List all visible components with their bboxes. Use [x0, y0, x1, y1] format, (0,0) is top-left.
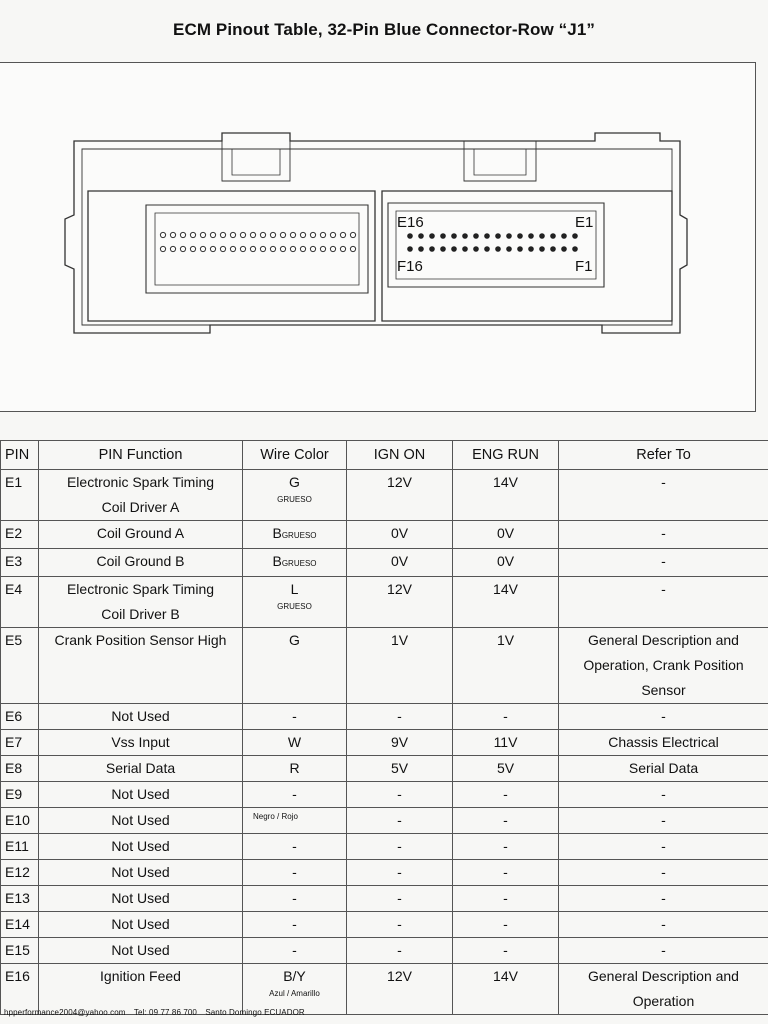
pin-hole	[200, 246, 205, 251]
header-eng-run: ENG RUN	[453, 441, 559, 470]
refer-to-cell	[559, 964, 768, 1015]
ign-on-cell: -	[347, 938, 453, 964]
wire-color-cell	[243, 628, 347, 704]
connector-diagram	[0, 62, 756, 412]
function-cell	[39, 860, 243, 886]
function-cell	[39, 730, 243, 756]
pin-hole	[320, 232, 325, 237]
table-row	[1, 834, 768, 860]
pin-cell: E13	[1, 886, 39, 912]
refer-line: -	[661, 864, 666, 880]
refer-line: -	[661, 786, 666, 802]
refer-to-cell	[559, 886, 768, 912]
refer-to-cell	[559, 912, 768, 938]
pin-terminal	[506, 233, 512, 239]
table-row	[1, 860, 768, 886]
right-connector-block	[382, 191, 672, 321]
eng-run-cell: 11V	[453, 730, 559, 756]
refer-to-cell	[559, 808, 768, 834]
pin-terminal	[572, 246, 578, 252]
wire-color-cell	[243, 470, 347, 521]
eng-run-cell: -	[453, 886, 559, 912]
wire-color: -	[292, 890, 297, 906]
pin-hole	[170, 232, 175, 237]
pin-hole	[300, 232, 305, 237]
header-function: PIN Function	[39, 441, 243, 470]
pin-hole	[230, 232, 235, 237]
footer-contact	[4, 1008, 305, 1017]
function-line: Electronic Spark Timing	[66, 474, 215, 490]
wire-color: B	[272, 553, 282, 569]
function-cell	[39, 549, 243, 577]
function-line: Not Used	[111, 916, 170, 932]
label-f1: F1	[575, 258, 593, 275]
pin-hole	[210, 246, 215, 251]
refer-to-cell	[559, 834, 768, 860]
wire-color-cell	[243, 834, 347, 860]
table-row	[1, 886, 768, 912]
function-line: Coil Ground A	[96, 525, 185, 541]
wire-note: GRUESO	[281, 559, 317, 568]
wire-color-cell	[243, 860, 347, 886]
refer-line: -	[661, 916, 666, 932]
refer-to-cell	[559, 782, 768, 808]
ign-on-cell: -	[347, 834, 453, 860]
pin-terminal	[517, 233, 523, 239]
pin-hole	[340, 232, 345, 237]
refer-line: -	[661, 525, 666, 541]
pin-hole	[250, 232, 255, 237]
eng-run-cell: -	[453, 782, 559, 808]
eng-run-cell: 1V	[453, 628, 559, 704]
wire-color-cell	[243, 808, 347, 834]
pin-hole	[230, 246, 235, 251]
pin-hole	[310, 232, 315, 237]
pin-hole	[280, 232, 285, 237]
footer-location: Santo Domingo ECUADOR	[205, 1008, 305, 1017]
pin-hole	[340, 246, 345, 251]
pin-terminal	[418, 246, 424, 252]
refer-line: -	[661, 474, 666, 490]
pin-hole	[310, 246, 315, 251]
pin-terminal	[528, 246, 534, 252]
pin-terminal	[484, 246, 490, 252]
pin-terminal	[572, 233, 578, 239]
table-row	[1, 549, 768, 577]
refer-line: -	[661, 708, 666, 724]
pin-cell: E3	[1, 549, 39, 577]
table-row	[1, 628, 768, 704]
table-header-row	[1, 441, 768, 470]
wire-color-cell	[243, 549, 347, 577]
pin-terminal	[550, 233, 556, 239]
wire-color: -	[292, 786, 297, 802]
wire-color-cell	[243, 964, 347, 1015]
header-wire-color: Wire Color	[243, 441, 347, 470]
eng-run-cell: -	[453, 938, 559, 964]
footer-email: hpperformance2004@yahoo.com	[4, 1008, 126, 1017]
function-line: Crank Position Sensor High	[54, 632, 227, 648]
function-line: Coil Ground B	[96, 553, 185, 569]
refer-to-cell	[559, 628, 768, 704]
eng-run-cell: -	[453, 834, 559, 860]
ign-on-cell: 5V	[347, 756, 453, 782]
table-row	[1, 704, 768, 730]
refer-line: Sensor	[641, 682, 686, 698]
pin-terminal	[451, 233, 457, 239]
table-row	[1, 521, 768, 549]
pin-cell: E11	[1, 834, 39, 860]
wire-note: GRUESO	[281, 531, 317, 540]
wire-color: -	[292, 864, 297, 880]
refer-line: Chassis Electrical	[608, 734, 719, 750]
pin-terminal	[561, 246, 567, 252]
ign-on-cell: 0V	[347, 549, 453, 577]
pin-hole	[270, 246, 275, 251]
pin-terminal	[429, 246, 435, 252]
ign-on-cell: -	[347, 782, 453, 808]
function-cell	[39, 470, 243, 521]
function-line: Not Used	[111, 786, 170, 802]
ign-on-cell: 12V	[347, 964, 453, 1015]
refer-to-cell	[559, 860, 768, 886]
eng-run-cell: 14V	[453, 964, 559, 1015]
pin-hole	[260, 246, 265, 251]
pin-cell: E9	[1, 782, 39, 808]
label-f16: F16	[397, 258, 423, 275]
pin-hole	[260, 232, 265, 237]
refer-line: -	[661, 838, 666, 854]
refer-to-cell	[559, 549, 768, 577]
pin-hole	[350, 246, 355, 251]
wire-color: -	[292, 838, 297, 854]
eng-run-cell: 14V	[453, 577, 559, 628]
wire-color: B	[272, 525, 282, 541]
pin-terminal	[429, 233, 435, 239]
function-cell	[39, 912, 243, 938]
ign-on-cell: 0V	[347, 521, 453, 549]
pinout-table	[0, 440, 768, 1015]
pin-terminal	[407, 233, 413, 239]
wire-color-cell	[243, 912, 347, 938]
wire-note: Negro / Rojo	[253, 812, 298, 821]
pin-hole	[160, 232, 165, 237]
function-cell	[39, 521, 243, 549]
refer-line: Operation	[632, 993, 695, 1009]
ign-on-cell: 12V	[347, 470, 453, 521]
pin-cell: E7	[1, 730, 39, 756]
pin-hole	[240, 246, 245, 251]
function-line: Not Used	[111, 812, 170, 828]
label-e1: E1	[575, 214, 594, 231]
refer-to-cell	[559, 521, 768, 549]
pin-terminal	[495, 233, 501, 239]
function-line: Coil Driver B	[101, 606, 180, 622]
pin-cell: E16	[1, 964, 39, 1015]
header-pin: PIN	[1, 441, 39, 470]
ign-on-cell: 9V	[347, 730, 453, 756]
pin-hole	[180, 246, 185, 251]
pin-terminal	[517, 246, 523, 252]
ign-on-cell: 12V	[347, 577, 453, 628]
wire-color: G	[289, 474, 300, 490]
ign-on-cell: -	[347, 704, 453, 730]
pin-hole	[200, 232, 205, 237]
function-line: Electronic Spark Timing	[66, 581, 215, 597]
ign-on-cell: -	[347, 886, 453, 912]
wire-color-cell	[243, 577, 347, 628]
wire-color: W	[287, 734, 302, 750]
wire-note: GRUESO	[277, 602, 312, 611]
pin-cell: E10	[1, 808, 39, 834]
pin-hole	[190, 232, 195, 237]
wire-color-cell	[243, 938, 347, 964]
table-row	[1, 756, 768, 782]
left-pin-array	[160, 232, 355, 251]
wire-color-cell	[243, 782, 347, 808]
wire-color: -	[292, 708, 297, 724]
function-line: Not Used	[111, 864, 170, 880]
pin-terminal	[495, 246, 501, 252]
refer-line: -	[661, 812, 666, 828]
ign-on-cell: -	[347, 808, 453, 834]
function-cell	[39, 834, 243, 860]
function-line: Not Used	[111, 942, 170, 958]
pin-terminal	[539, 233, 545, 239]
function-cell	[39, 808, 243, 834]
pin-cell: E15	[1, 938, 39, 964]
wire-note: Azul / Amarillo	[269, 989, 320, 998]
pin-terminal	[462, 246, 468, 252]
refer-to-cell	[559, 730, 768, 756]
pin-cell: E1	[1, 470, 39, 521]
pin-cell: E4	[1, 577, 39, 628]
wire-color: -	[292, 942, 297, 958]
connector-drawing	[0, 63, 756, 413]
pin-cell: E14	[1, 912, 39, 938]
header-ign-on: IGN ON	[347, 441, 453, 470]
table-row	[1, 782, 768, 808]
wire-color: R	[289, 760, 300, 776]
page-title: ECM Pinout Table, 32-Pin Blue Connector-Row “J1”	[173, 20, 595, 39]
function-line: Ignition Feed	[100, 968, 181, 984]
pin-hole	[330, 246, 335, 251]
wire-color: B/Y	[283, 968, 306, 984]
pin-terminal	[484, 233, 490, 239]
housing-outline	[65, 133, 687, 333]
header-refer-to: Refer To	[559, 441, 768, 470]
function-cell	[39, 938, 243, 964]
table-row	[1, 577, 768, 628]
pin-hole	[240, 232, 245, 237]
pin-cell: E2	[1, 521, 39, 549]
pin-hole	[210, 232, 215, 237]
pin-hole	[190, 246, 195, 251]
eng-run-cell: -	[453, 808, 559, 834]
function-cell	[39, 628, 243, 704]
pin-terminal	[539, 246, 545, 252]
table-body	[1, 470, 768, 1015]
function-line: Vss Input	[111, 734, 170, 750]
eng-run-cell: -	[453, 860, 559, 886]
function-line: Not Used	[111, 708, 170, 724]
pin-hole	[180, 232, 185, 237]
wire-color-cell	[243, 756, 347, 782]
pin-hole	[320, 246, 325, 251]
refer-line: -	[661, 890, 666, 906]
wire-note: GRUESO	[277, 495, 312, 504]
table-row	[1, 964, 768, 1015]
pin-hole	[160, 246, 165, 251]
pin-hole	[220, 246, 225, 251]
refer-line: General Description and	[588, 632, 739, 648]
pin-terminal	[561, 233, 567, 239]
function-line: Not Used	[111, 890, 170, 906]
eng-run-cell: 0V	[453, 521, 559, 549]
pin-hole	[290, 246, 295, 251]
refer-to-cell	[559, 470, 768, 521]
refer-to-cell	[559, 756, 768, 782]
ign-on-cell: -	[347, 860, 453, 886]
pin-terminal	[440, 246, 446, 252]
function-line: Not Used	[111, 838, 170, 854]
function-cell	[39, 756, 243, 782]
refer-line: -	[661, 581, 666, 597]
pin-hole	[330, 232, 335, 237]
table-row	[1, 470, 768, 521]
eng-run-cell: 0V	[453, 549, 559, 577]
function-cell	[39, 886, 243, 912]
pin-hole	[290, 232, 295, 237]
footer-phone: Tel: 09 77 86 700	[133, 1008, 197, 1017]
wire-color-cell	[243, 521, 347, 549]
refer-line: General Description and	[588, 968, 739, 984]
pin-hole	[270, 232, 275, 237]
refer-line: -	[661, 553, 666, 569]
ign-on-cell: 1V	[347, 628, 453, 704]
function-line: Coil Driver A	[101, 499, 180, 515]
function-line: Serial Data	[105, 760, 176, 776]
pin-hole	[300, 246, 305, 251]
refer-to-cell	[559, 938, 768, 964]
pin-terminal	[407, 246, 413, 252]
left-connector-block	[88, 191, 375, 321]
pin-terminal	[473, 233, 479, 239]
wire-color: L	[290, 581, 299, 597]
wire-color-cell	[243, 886, 347, 912]
right-pin-array	[407, 233, 578, 252]
pin-terminal	[506, 246, 512, 252]
refer-to-cell	[559, 577, 768, 628]
refer-line: Serial Data	[628, 760, 699, 776]
table-row	[1, 730, 768, 756]
pin-cell: E5	[1, 628, 39, 704]
pin-terminal	[418, 233, 424, 239]
eng-run-cell: 14V	[453, 470, 559, 521]
table-row	[1, 912, 768, 938]
wire-color-cell	[243, 730, 347, 756]
table-row	[1, 938, 768, 964]
wire-color-cell	[243, 704, 347, 730]
refer-line: Operation, Crank Position	[583, 657, 744, 673]
pin-hole	[170, 246, 175, 251]
pin-hole	[280, 246, 285, 251]
pin-hole	[250, 246, 255, 251]
ign-on-cell: -	[347, 912, 453, 938]
pin-terminal	[550, 246, 556, 252]
table-row	[1, 808, 768, 834]
label-e16: E16	[397, 214, 424, 231]
pin-terminal	[440, 233, 446, 239]
function-cell	[39, 704, 243, 730]
pin-hole	[220, 232, 225, 237]
pin-cell: E6	[1, 704, 39, 730]
pin-terminal	[528, 233, 534, 239]
pin-terminal	[451, 246, 457, 252]
function-cell	[39, 577, 243, 628]
eng-run-cell: -	[453, 704, 559, 730]
pin-terminal	[462, 233, 468, 239]
eng-run-cell: 5V	[453, 756, 559, 782]
pin-hole	[350, 232, 355, 237]
function-cell	[39, 964, 243, 1015]
pin-cell: E8	[1, 756, 39, 782]
function-cell	[39, 782, 243, 808]
pin-terminal	[473, 246, 479, 252]
wire-color: -	[292, 916, 297, 932]
refer-line: -	[661, 942, 666, 958]
refer-to-cell	[559, 704, 768, 730]
wire-color: G	[289, 632, 300, 648]
pin-cell: E12	[1, 860, 39, 886]
eng-run-cell: -	[453, 912, 559, 938]
